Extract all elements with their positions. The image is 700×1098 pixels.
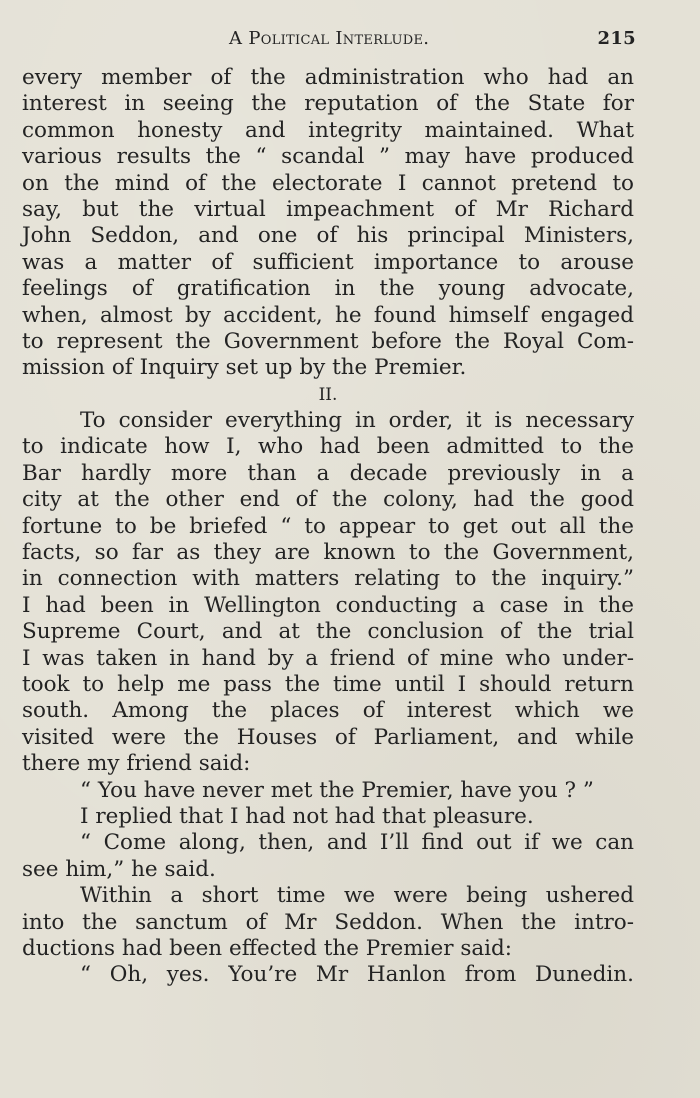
text-line: was a matter of sufficient importance to arouse [22,249,634,275]
section-heading: II. [318,384,338,405]
text-line: south. Among the places of interest which we [22,698,634,724]
text-line: every member of the administration who had an [22,65,634,90]
text-line: various results the “ scandal ” may have produced [22,144,634,170]
running-head [22,28,636,54]
text-line: facts, so far as they are known to the Government, [22,540,634,566]
text-line: I replied that I had not had that pleasure. [80,803,534,829]
text-line: Bar hardly more than a decade previously in a [22,460,634,486]
text-line: say, but the virtual impeachment of Mr Richard [22,196,634,222]
text-line: visited were the Houses of Parliament, and while [22,724,634,750]
text-line: I had been in Wellington conducting a case in the [22,592,634,618]
text-line: to represent the Government before the Royal Com- [22,328,634,354]
text-line: interest in seeing the reputation of the State for [22,91,634,117]
text-line: city at the other end of the colony, had the good [22,487,634,513]
text-line: fortune to be briefed “ to appear to get out all the [22,513,634,539]
text-line: see him,” he said. [22,856,216,882]
text-line: when, almost by accident, he found himself engaged [22,302,634,328]
text-line: “ Oh, yes. You’re Mr Hanlon from Dunedin. [80,962,634,988]
text-line: mission of Inquiry set up by the Premier. [22,355,467,381]
body-text [22,65,634,989]
text-line: to indicate how I, who had been admitted to the [22,434,634,460]
text-line: took to help me pass the time until I should return [22,671,634,697]
text-line: in connection with matters relating to the inquiry.” [22,566,634,592]
text-line: “ Come along, then, and I’ll find out if we can [80,830,634,856]
text-line: John Seddon, and one of his principal Ministers, [22,223,634,249]
text-line: “ You have never met the Premier, have you ? ” [80,777,594,803]
text-line: common honesty and integrity maintained. What [22,117,634,143]
text-line: I was taken in hand by a friend of mine who under- [22,645,634,671]
text-line: Supreme Court, and at the conclusion of the trial [22,619,634,645]
text-line: there my friend said: [22,751,251,777]
text-line: into the sanctum of Mr Seddon. When the intro- [22,909,634,935]
page-number: 215 [597,28,636,49]
text-line: ductions had been effected the Premier said: [22,935,513,961]
text-line: To consider everything in order, it is necessary [80,408,634,434]
text-line: feelings of gratification in the young advocate, [22,276,634,302]
text-line: Within a short time we were being ushered [80,883,634,909]
text-line: on the mind of the electorate I cannot pretend to [22,170,634,196]
running-title: A Political Interlude. [229,28,430,49]
